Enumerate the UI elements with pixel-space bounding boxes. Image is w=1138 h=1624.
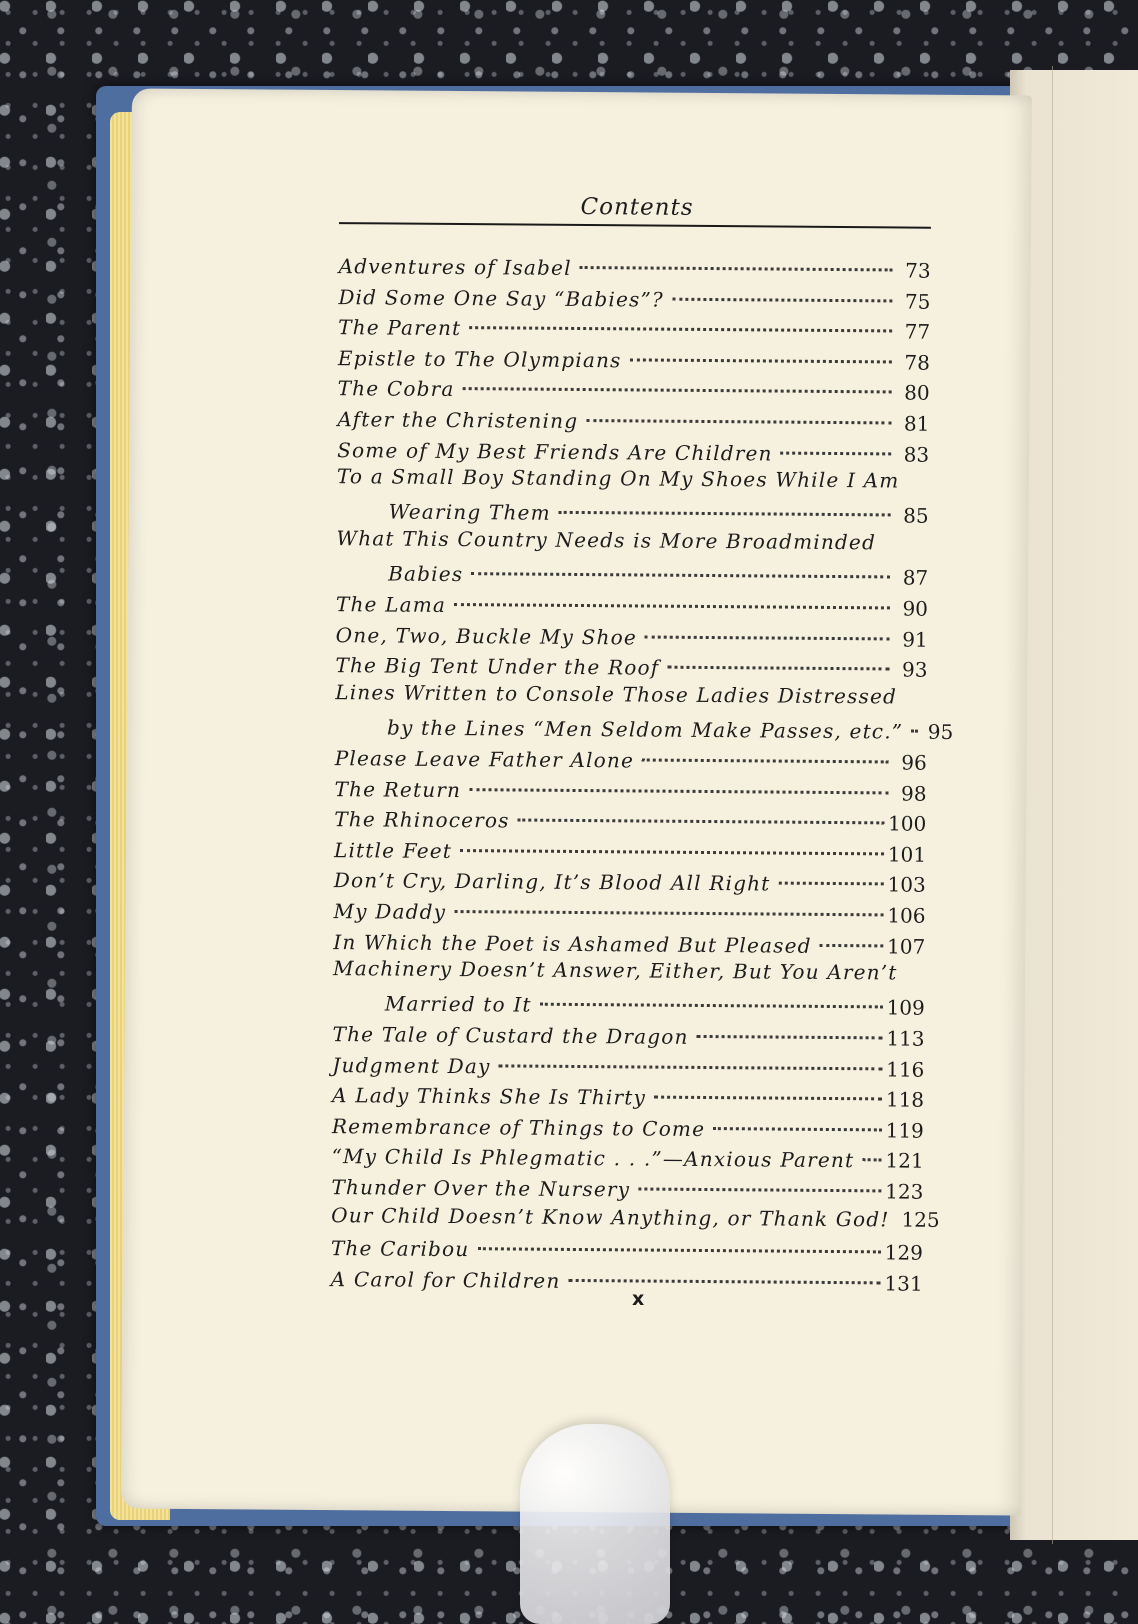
leader-dots xyxy=(645,615,890,640)
toc-entry-page: 83 xyxy=(895,442,929,466)
toc-entry-page: 81 xyxy=(895,411,929,435)
toc-entry-title: The Caribou xyxy=(331,1236,470,1261)
toc-entry-title: A Lady Thinks She Is Thirty xyxy=(332,1083,646,1109)
toc-entry-title: The Big Tent Under the Roof xyxy=(335,653,659,680)
toc-entry-title: Don’t Cry, Darling, It’s Blood All Right xyxy=(334,868,771,895)
facing-page-edge xyxy=(1052,66,1138,1544)
toc-entry-page: 116 xyxy=(886,1057,924,1081)
toc-entry xyxy=(337,434,929,469)
toc-entry-page: 106 xyxy=(887,903,925,927)
holding-thumb xyxy=(520,1424,670,1624)
toc-entry-page: 119 xyxy=(886,1118,924,1142)
leader-dots xyxy=(638,1168,881,1193)
toc-entry-page: 118 xyxy=(886,1088,924,1112)
toc-entry-page: 87 xyxy=(894,566,928,590)
leader-dots xyxy=(820,923,884,946)
toc-entry xyxy=(336,526,928,593)
toc-entry-continuation xyxy=(337,495,929,531)
toc-entry-page: 113 xyxy=(886,1027,924,1051)
leader-dots xyxy=(781,431,892,455)
toc-entry-title: Little Feet xyxy=(334,838,452,863)
leader-dots xyxy=(697,1015,883,1039)
toc-entry-title-cont: by the Lines “Men Seldom Make Passes, etc.” xyxy=(387,715,903,743)
leader-dots xyxy=(568,1259,880,1284)
toc-entry-page: 123 xyxy=(885,1179,923,1203)
toc-entry-page: 95 xyxy=(919,720,953,744)
toc-entry xyxy=(331,1263,923,1298)
title-rule xyxy=(339,222,931,229)
leader-dots xyxy=(471,552,890,578)
contents-page xyxy=(121,88,1032,1515)
toc-entry xyxy=(335,649,927,684)
toc-entry-title: In Which the Poet is Ashamed But Pleased xyxy=(333,930,812,958)
toc-entry-title: Thunder Over the Nursery xyxy=(331,1175,630,1201)
toc-entry-title: To a Small Boy Standing On My Shoes While I Am xyxy=(337,464,929,500)
leader-dots xyxy=(654,1076,882,1101)
toc-entry xyxy=(333,956,925,1023)
toc-entry-page: 98 xyxy=(892,781,926,805)
toc-entry-title: The Return xyxy=(334,777,461,802)
toc-entry-title: Did Some One Say “Babies”? xyxy=(338,285,664,312)
toc-entry-title: Epistle to The Olympians xyxy=(338,346,622,372)
toc-entry-title: Some of My Best Friends Are Children xyxy=(337,438,773,465)
toc-entry-title-cont: Babies xyxy=(388,562,463,587)
leader-dots xyxy=(630,338,893,363)
leader-dots xyxy=(469,768,888,794)
leader-dots xyxy=(778,862,883,886)
toc-entry-page: 96 xyxy=(893,750,927,774)
toc-entry-title-cont: Wearing Them xyxy=(389,500,551,525)
leader-dots xyxy=(499,1044,883,1070)
toc-entry-title-cont: Married to It xyxy=(385,992,532,1017)
toc-list xyxy=(331,250,931,1298)
toc-entry-title: A Carol for Children xyxy=(331,1267,561,1293)
toc-entry-title: Lines Written to Console Those Ladies Distressed xyxy=(335,680,927,716)
leader-dots xyxy=(559,491,891,517)
leader-dots xyxy=(454,583,890,609)
toc-entry-page: 73 xyxy=(897,258,931,282)
toc-entry-page: 78 xyxy=(896,350,930,374)
leader-dots xyxy=(911,710,915,733)
leader-dots xyxy=(463,367,892,393)
toc-entry-title: The Lama xyxy=(336,592,446,617)
toc-entry-title: After the Christening xyxy=(337,407,578,433)
toc-entry-page: 80 xyxy=(896,381,930,405)
toc-entry-title: What This Country Needs is More Broadminded xyxy=(336,526,928,562)
toc-entry-page: 107 xyxy=(887,934,925,958)
toc-entry-title: The Cobra xyxy=(338,376,455,401)
leader-dots xyxy=(454,890,883,916)
toc-entry-page: 125 xyxy=(901,1207,935,1231)
leader-dots xyxy=(469,306,892,332)
toc-entry-page: 77 xyxy=(896,320,930,344)
toc-entry xyxy=(331,1171,923,1206)
toc-entry-title: Remembrance of Things to Come xyxy=(332,1114,706,1141)
page-folio: x xyxy=(632,1288,644,1310)
leader-dots xyxy=(667,646,889,671)
toc-entry-title: “My Child Is Phlegmatic . . .”—Anxious Parent xyxy=(332,1145,855,1173)
toc-entry-page: 101 xyxy=(888,842,926,866)
toc-entry xyxy=(333,926,925,961)
toc-entry-title: Judgment Day xyxy=(332,1053,490,1078)
leader-dots xyxy=(713,1107,882,1131)
toc-entry-page: 103 xyxy=(888,873,926,897)
toc-entry-page: 90 xyxy=(894,597,928,621)
toc-entry-title: Our Child Doesn’t Know Anything, or Thank God! xyxy=(331,1203,890,1231)
leader-dots xyxy=(477,1227,880,1253)
leader-dots xyxy=(540,983,883,1009)
toc-entry-title: The Parent xyxy=(338,315,461,340)
leader-dots xyxy=(672,277,893,302)
toc-entry-page: 75 xyxy=(896,289,930,313)
toc-entry-page: 100 xyxy=(888,812,926,836)
toc-entry-title: One, Two, Buckle My Shoe xyxy=(336,623,637,649)
toc-entry-page: 93 xyxy=(893,658,927,682)
leader-dots xyxy=(580,246,893,271)
toc-entry-page: 129 xyxy=(885,1241,923,1265)
leader-dots xyxy=(642,738,889,763)
toc-entry-page: 121 xyxy=(885,1149,923,1173)
toc-entry-page: 109 xyxy=(887,996,925,1020)
toc-entry-title: The Tale of Custard the Dragon xyxy=(332,1022,688,1049)
leader-dots xyxy=(586,399,891,424)
leader-dots xyxy=(518,799,885,825)
toc-entry-page: 85 xyxy=(895,504,929,528)
toc-entry xyxy=(337,464,929,531)
toc-entry-title: The Rhinoceros xyxy=(334,807,510,832)
toc-entry-title: Adventures of Isabel xyxy=(339,254,572,280)
leader-dots xyxy=(460,829,884,855)
toc-entry-title: Machinery Doesn’t Answer, Either, But You Aren’t xyxy=(333,956,925,992)
toc-entry-title: Please Leave Father Alone xyxy=(335,746,635,772)
toc-entry-page: 131 xyxy=(884,1271,922,1295)
page-title: Contents xyxy=(339,192,931,223)
toc-entry xyxy=(332,1110,924,1145)
leader-dots xyxy=(862,1139,881,1162)
toc-entry-page: 91 xyxy=(894,627,928,651)
contents-block xyxy=(331,192,932,1298)
toc-entry-title: My Daddy xyxy=(333,899,446,924)
toc-entry xyxy=(335,680,927,747)
